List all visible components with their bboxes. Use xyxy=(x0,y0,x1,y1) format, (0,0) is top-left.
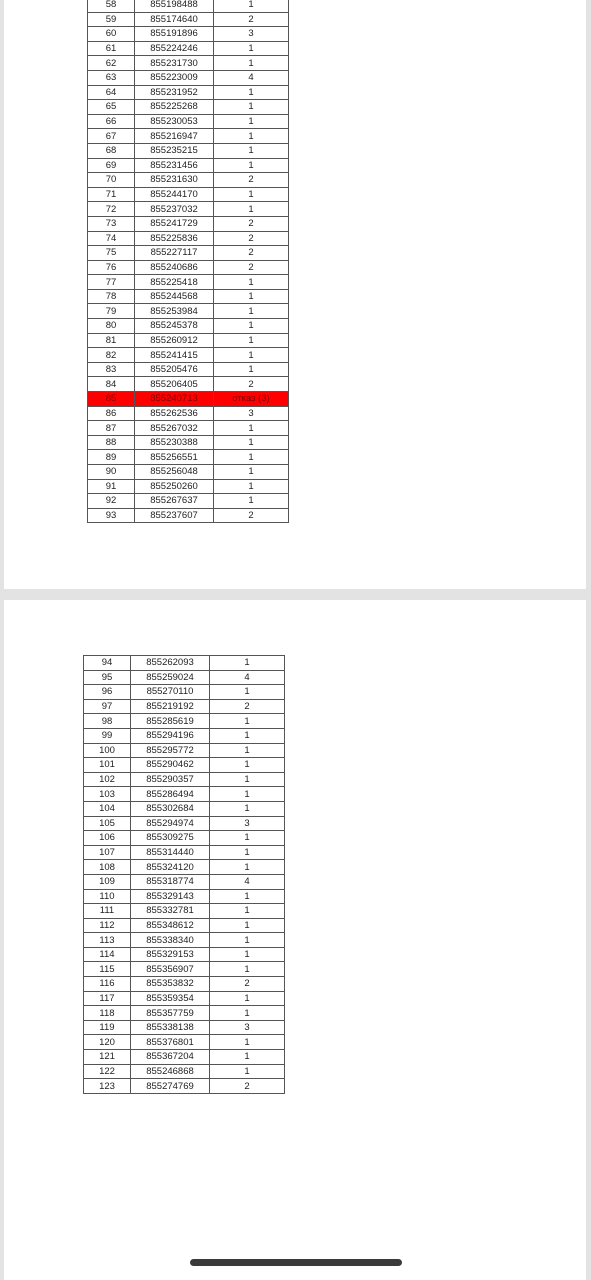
row-number-cell: 61 xyxy=(88,41,135,56)
order-number-cell: 855237032 xyxy=(135,202,214,217)
order-number-cell: 855356907 xyxy=(131,962,210,977)
row-number-cell: 97 xyxy=(84,699,131,714)
row-number-cell: 105 xyxy=(84,816,131,831)
row-number-cell: 107 xyxy=(84,845,131,860)
table-row xyxy=(88,333,289,348)
quantity-cell: 1 xyxy=(214,85,289,100)
order-number-cell: 855353832 xyxy=(131,977,210,992)
row-number-cell: 79 xyxy=(88,304,135,319)
quantity-cell: 3 xyxy=(210,816,285,831)
quantity-cell: 1 xyxy=(214,435,289,450)
table-row xyxy=(88,377,289,392)
table-row xyxy=(88,56,289,71)
quantity-cell: 2 xyxy=(214,173,289,188)
order-number-cell: 855253984 xyxy=(135,304,214,319)
row-number-cell: 120 xyxy=(84,1035,131,1050)
table-row xyxy=(88,41,289,56)
row-number-cell: 93 xyxy=(88,508,135,523)
quantity-cell: 1 xyxy=(210,904,285,919)
table-row xyxy=(88,362,289,377)
table-row xyxy=(84,801,285,816)
order-number-cell: 855216947 xyxy=(135,129,214,144)
quantity-cell: 1 xyxy=(214,114,289,129)
table-row xyxy=(88,289,289,304)
order-number-cell: 855198488 xyxy=(135,0,214,12)
order-number-cell: 855359354 xyxy=(131,991,210,1006)
row-number-cell: 119 xyxy=(84,1020,131,1035)
order-number-cell: 855329153 xyxy=(131,947,210,962)
order-number-cell: 855219192 xyxy=(131,699,210,714)
quantity-cell: 1 xyxy=(210,918,285,933)
row-number-cell: 91 xyxy=(88,479,135,494)
table-row xyxy=(88,187,289,202)
order-number-cell: 855231630 xyxy=(135,173,214,188)
quantity-cell: 1 xyxy=(214,362,289,377)
table-row xyxy=(84,889,285,904)
quantity-cell: 1 xyxy=(214,479,289,494)
order-number-cell: 855285619 xyxy=(131,714,210,729)
table-row xyxy=(84,758,285,773)
quantity-cell: 2 xyxy=(210,1079,285,1094)
quantity-cell: 3 xyxy=(214,406,289,421)
order-number-cell: 855237607 xyxy=(135,508,214,523)
order-number-cell: 855245378 xyxy=(135,319,214,334)
table-row xyxy=(84,670,285,685)
row-number-cell: 88 xyxy=(88,435,135,450)
quantity-cell: 1 xyxy=(214,275,289,290)
order-number-cell: 855270110 xyxy=(131,685,210,700)
row-number-cell: 101 xyxy=(84,758,131,773)
table-row xyxy=(84,685,285,700)
order-number-cell: 855230388 xyxy=(135,435,214,450)
table-row xyxy=(88,246,289,261)
quantity-cell: 1 xyxy=(214,494,289,509)
quantity-cell: 1 xyxy=(210,831,285,846)
quantity-cell: 1 xyxy=(214,348,289,363)
row-number-cell: 90 xyxy=(88,465,135,480)
table-row xyxy=(88,260,289,275)
quantity-cell: 1 xyxy=(214,421,289,436)
table-body xyxy=(84,656,285,1094)
row-number-cell: 85 xyxy=(88,392,135,407)
order-number-cell: 855244568 xyxy=(135,289,214,304)
order-number-cell: 855241729 xyxy=(135,216,214,231)
order-number-cell: 855225418 xyxy=(135,275,214,290)
row-number-cell: 109 xyxy=(84,874,131,889)
quantity-cell: 1 xyxy=(214,465,289,480)
table-row xyxy=(84,1079,285,1094)
table-row xyxy=(84,947,285,962)
quantity-cell: 2 xyxy=(210,699,285,714)
table-row xyxy=(88,100,289,115)
row-number-cell: 123 xyxy=(84,1079,131,1094)
table-row xyxy=(88,406,289,421)
table-row xyxy=(84,874,285,889)
order-number-cell: 855309275 xyxy=(131,831,210,846)
row-number-cell: 114 xyxy=(84,947,131,962)
order-number-cell: 855241415 xyxy=(135,348,214,363)
row-number-cell: 103 xyxy=(84,787,131,802)
table-row xyxy=(84,1035,285,1050)
quantity-cell: 1 xyxy=(210,787,285,802)
table-row xyxy=(84,933,285,948)
quantity-cell: 1 xyxy=(214,158,289,173)
table-row xyxy=(84,904,285,919)
quantity-cell: 1 xyxy=(210,743,285,758)
orders-table-page-1 xyxy=(87,0,289,523)
row-number-cell: 86 xyxy=(88,406,135,421)
quantity-cell: 2 xyxy=(214,246,289,261)
order-number-cell: 855262536 xyxy=(135,406,214,421)
row-number-cell: 89 xyxy=(88,450,135,465)
order-number-cell: 855267032 xyxy=(135,421,214,436)
row-number-cell: 71 xyxy=(88,187,135,202)
quantity-cell: 1 xyxy=(210,1050,285,1065)
row-number-cell: 65 xyxy=(88,100,135,115)
order-number-cell: 855314440 xyxy=(131,845,210,860)
quantity-cell: 2 xyxy=(214,12,289,27)
order-number-cell: 855256551 xyxy=(135,450,214,465)
table-row xyxy=(84,1050,285,1065)
quantity-cell: 1 xyxy=(210,801,285,816)
row-number-cell: 58 xyxy=(88,0,135,12)
table-row xyxy=(88,12,289,27)
order-number-cell: 855338138 xyxy=(131,1020,210,1035)
quantity-cell: 1 xyxy=(210,962,285,977)
quantity-cell: 1 xyxy=(210,685,285,700)
table-row xyxy=(84,860,285,875)
table-row xyxy=(88,319,289,334)
document-page-1 xyxy=(4,0,586,589)
order-number-cell: 855223009 xyxy=(135,70,214,85)
order-number-cell: 855294196 xyxy=(131,728,210,743)
table-row xyxy=(88,348,289,363)
order-number-cell: 855357759 xyxy=(131,1006,210,1021)
row-number-cell: 75 xyxy=(88,246,135,261)
order-number-cell: 855332781 xyxy=(131,904,210,919)
order-number-cell: 855256048 xyxy=(135,465,214,480)
quantity-cell: 1 xyxy=(210,656,285,671)
order-number-cell: 855174640 xyxy=(135,12,214,27)
order-number-cell: 855235215 xyxy=(135,143,214,158)
table-row xyxy=(88,216,289,231)
table-row xyxy=(88,27,289,42)
row-number-cell: 100 xyxy=(84,743,131,758)
row-number-cell: 83 xyxy=(88,362,135,377)
table-row xyxy=(88,70,289,85)
quantity-cell: 2 xyxy=(214,508,289,523)
order-number-cell: 855250260 xyxy=(135,479,214,494)
order-number-cell: 855329143 xyxy=(131,889,210,904)
quantity-cell: 1 xyxy=(210,1006,285,1021)
table-row xyxy=(88,173,289,188)
order-number-cell: 855230053 xyxy=(135,114,214,129)
table-row xyxy=(88,85,289,100)
order-number-cell: 855246868 xyxy=(131,1064,210,1079)
table-row xyxy=(88,275,289,290)
quantity-cell: 1 xyxy=(214,100,289,115)
quantity-cell: 2 xyxy=(214,216,289,231)
row-number-cell: 104 xyxy=(84,801,131,816)
row-number-cell: 111 xyxy=(84,904,131,919)
quantity-cell: 4 xyxy=(210,670,285,685)
quantity-cell: 1 xyxy=(210,947,285,962)
row-number-cell: 70 xyxy=(88,173,135,188)
order-number-cell: 855240686 xyxy=(135,260,214,275)
row-number-cell: 98 xyxy=(84,714,131,729)
quantity-cell: 1 xyxy=(210,1064,285,1079)
order-number-cell: 855225836 xyxy=(135,231,214,246)
order-number-cell: 855262093 xyxy=(131,656,210,671)
table-row xyxy=(84,772,285,787)
row-number-cell: 106 xyxy=(84,831,131,846)
row-number-cell: 78 xyxy=(88,289,135,304)
row-number-cell: 96 xyxy=(84,685,131,700)
quantity-cell: 1 xyxy=(210,860,285,875)
quantity-cell: 1 xyxy=(214,319,289,334)
orders-table-page-2 xyxy=(83,655,285,1094)
order-number-cell: 855206405 xyxy=(135,377,214,392)
row-number-cell: 68 xyxy=(88,143,135,158)
table-row xyxy=(84,831,285,846)
row-number-cell: 69 xyxy=(88,158,135,173)
quantity-cell: 1 xyxy=(210,714,285,729)
quantity-cell: 1 xyxy=(210,991,285,1006)
quantity-cell: 1 xyxy=(210,772,285,787)
order-number-cell: 855240713 xyxy=(135,392,214,407)
order-number-cell: 855376801 xyxy=(131,1035,210,1050)
row-number-cell: 92 xyxy=(88,494,135,509)
row-number-cell: 113 xyxy=(84,933,131,948)
row-number-cell: 63 xyxy=(88,70,135,85)
row-number-cell: 102 xyxy=(84,772,131,787)
row-number-cell: 84 xyxy=(88,377,135,392)
order-number-cell: 855231456 xyxy=(135,158,214,173)
table-row xyxy=(84,1006,285,1021)
row-number-cell: 74 xyxy=(88,231,135,246)
quantity-cell: 2 xyxy=(214,231,289,246)
quantity-cell: 1 xyxy=(214,129,289,144)
row-number-cell: 81 xyxy=(88,333,135,348)
order-number-cell: 855225268 xyxy=(135,100,214,115)
table-row xyxy=(84,977,285,992)
order-number-cell: 855302684 xyxy=(131,801,210,816)
table-row xyxy=(84,816,285,831)
order-number-cell: 855338340 xyxy=(131,933,210,948)
row-number-cell: 72 xyxy=(88,202,135,217)
quantity-cell: 1 xyxy=(214,202,289,217)
table-row xyxy=(88,465,289,480)
table-row xyxy=(84,728,285,743)
home-indicator-bar[interactable] xyxy=(190,1259,402,1266)
table-row-refused xyxy=(88,392,289,407)
row-number-cell: 118 xyxy=(84,1006,131,1021)
quantity-cell: 2 xyxy=(210,977,285,992)
row-number-cell: 76 xyxy=(88,260,135,275)
quantity-cell: отказ (3) xyxy=(214,392,289,407)
table-row xyxy=(84,714,285,729)
table-row xyxy=(88,158,289,173)
quantity-cell: 1 xyxy=(210,728,285,743)
table-row xyxy=(84,845,285,860)
order-number-cell: 855286494 xyxy=(131,787,210,802)
order-number-cell: 855231952 xyxy=(135,85,214,100)
row-number-cell: 115 xyxy=(84,962,131,977)
row-number-cell: 64 xyxy=(88,85,135,100)
table-row xyxy=(84,918,285,933)
row-number-cell: 60 xyxy=(88,27,135,42)
table-row xyxy=(84,962,285,977)
row-number-cell: 67 xyxy=(88,129,135,144)
quantity-cell: 1 xyxy=(214,450,289,465)
quantity-cell: 1 xyxy=(214,304,289,319)
quantity-cell: 2 xyxy=(214,260,289,275)
row-number-cell: 117 xyxy=(84,991,131,1006)
order-number-cell: 855205476 xyxy=(135,362,214,377)
order-number-cell: 855231730 xyxy=(135,56,214,71)
table-row xyxy=(88,450,289,465)
quantity-cell: 1 xyxy=(214,56,289,71)
table-row xyxy=(84,1064,285,1079)
quantity-cell: 1 xyxy=(214,143,289,158)
order-number-cell: 855348612 xyxy=(131,918,210,933)
table-row xyxy=(88,0,289,12)
table-row xyxy=(88,114,289,129)
table-row xyxy=(88,304,289,319)
table-row xyxy=(88,202,289,217)
quantity-cell: 1 xyxy=(214,0,289,12)
quantity-cell: 1 xyxy=(210,1035,285,1050)
table-row xyxy=(88,494,289,509)
row-number-cell: 80 xyxy=(88,319,135,334)
table-row xyxy=(84,787,285,802)
quantity-cell: 1 xyxy=(214,187,289,202)
order-number-cell: 855318774 xyxy=(131,874,210,889)
quantity-cell: 1 xyxy=(214,333,289,348)
table-row xyxy=(84,991,285,1006)
table-row xyxy=(88,435,289,450)
table-row xyxy=(84,656,285,671)
row-number-cell: 116 xyxy=(84,977,131,992)
quantity-cell: 1 xyxy=(214,289,289,304)
row-number-cell: 66 xyxy=(88,114,135,129)
order-number-cell: 855290357 xyxy=(131,772,210,787)
order-number-cell: 855324120 xyxy=(131,860,210,875)
quantity-cell: 1 xyxy=(210,933,285,948)
row-number-cell: 110 xyxy=(84,889,131,904)
quantity-cell: 1 xyxy=(214,41,289,56)
quantity-cell: 1 xyxy=(210,889,285,904)
table-row xyxy=(88,143,289,158)
row-number-cell: 94 xyxy=(84,656,131,671)
row-number-cell: 95 xyxy=(84,670,131,685)
quantity-cell: 2 xyxy=(214,377,289,392)
table-row xyxy=(88,231,289,246)
quantity-cell: 4 xyxy=(214,70,289,85)
quantity-cell: 1 xyxy=(210,758,285,773)
order-number-cell: 855224246 xyxy=(135,41,214,56)
order-number-cell: 855294974 xyxy=(131,816,210,831)
table-row xyxy=(88,421,289,436)
order-number-cell: 855227117 xyxy=(135,246,214,261)
quantity-cell: 3 xyxy=(210,1020,285,1035)
row-number-cell: 73 xyxy=(88,216,135,231)
row-number-cell: 77 xyxy=(88,275,135,290)
order-number-cell: 855267637 xyxy=(135,494,214,509)
row-number-cell: 82 xyxy=(88,348,135,363)
table-row xyxy=(84,1020,285,1035)
order-number-cell: 855191896 xyxy=(135,27,214,42)
quantity-cell: 4 xyxy=(210,874,285,889)
row-number-cell: 59 xyxy=(88,12,135,27)
order-number-cell: 855244170 xyxy=(135,187,214,202)
order-number-cell: 855367204 xyxy=(131,1050,210,1065)
table-row xyxy=(88,129,289,144)
quantity-cell: 1 xyxy=(210,845,285,860)
order-number-cell: 855259024 xyxy=(131,670,210,685)
quantity-cell: 3 xyxy=(214,27,289,42)
order-number-cell: 855290462 xyxy=(131,758,210,773)
table-row xyxy=(88,479,289,494)
table-row xyxy=(84,699,285,714)
table-row xyxy=(84,743,285,758)
row-number-cell: 62 xyxy=(88,56,135,71)
table-body xyxy=(88,0,289,523)
order-number-cell: 855295772 xyxy=(131,743,210,758)
row-number-cell: 121 xyxy=(84,1050,131,1065)
row-number-cell: 112 xyxy=(84,918,131,933)
row-number-cell: 99 xyxy=(84,728,131,743)
order-number-cell: 855274769 xyxy=(131,1079,210,1094)
row-number-cell: 122 xyxy=(84,1064,131,1079)
table-row xyxy=(88,508,289,523)
row-number-cell: 87 xyxy=(88,421,135,436)
row-number-cell: 108 xyxy=(84,860,131,875)
order-number-cell: 855260912 xyxy=(135,333,214,348)
